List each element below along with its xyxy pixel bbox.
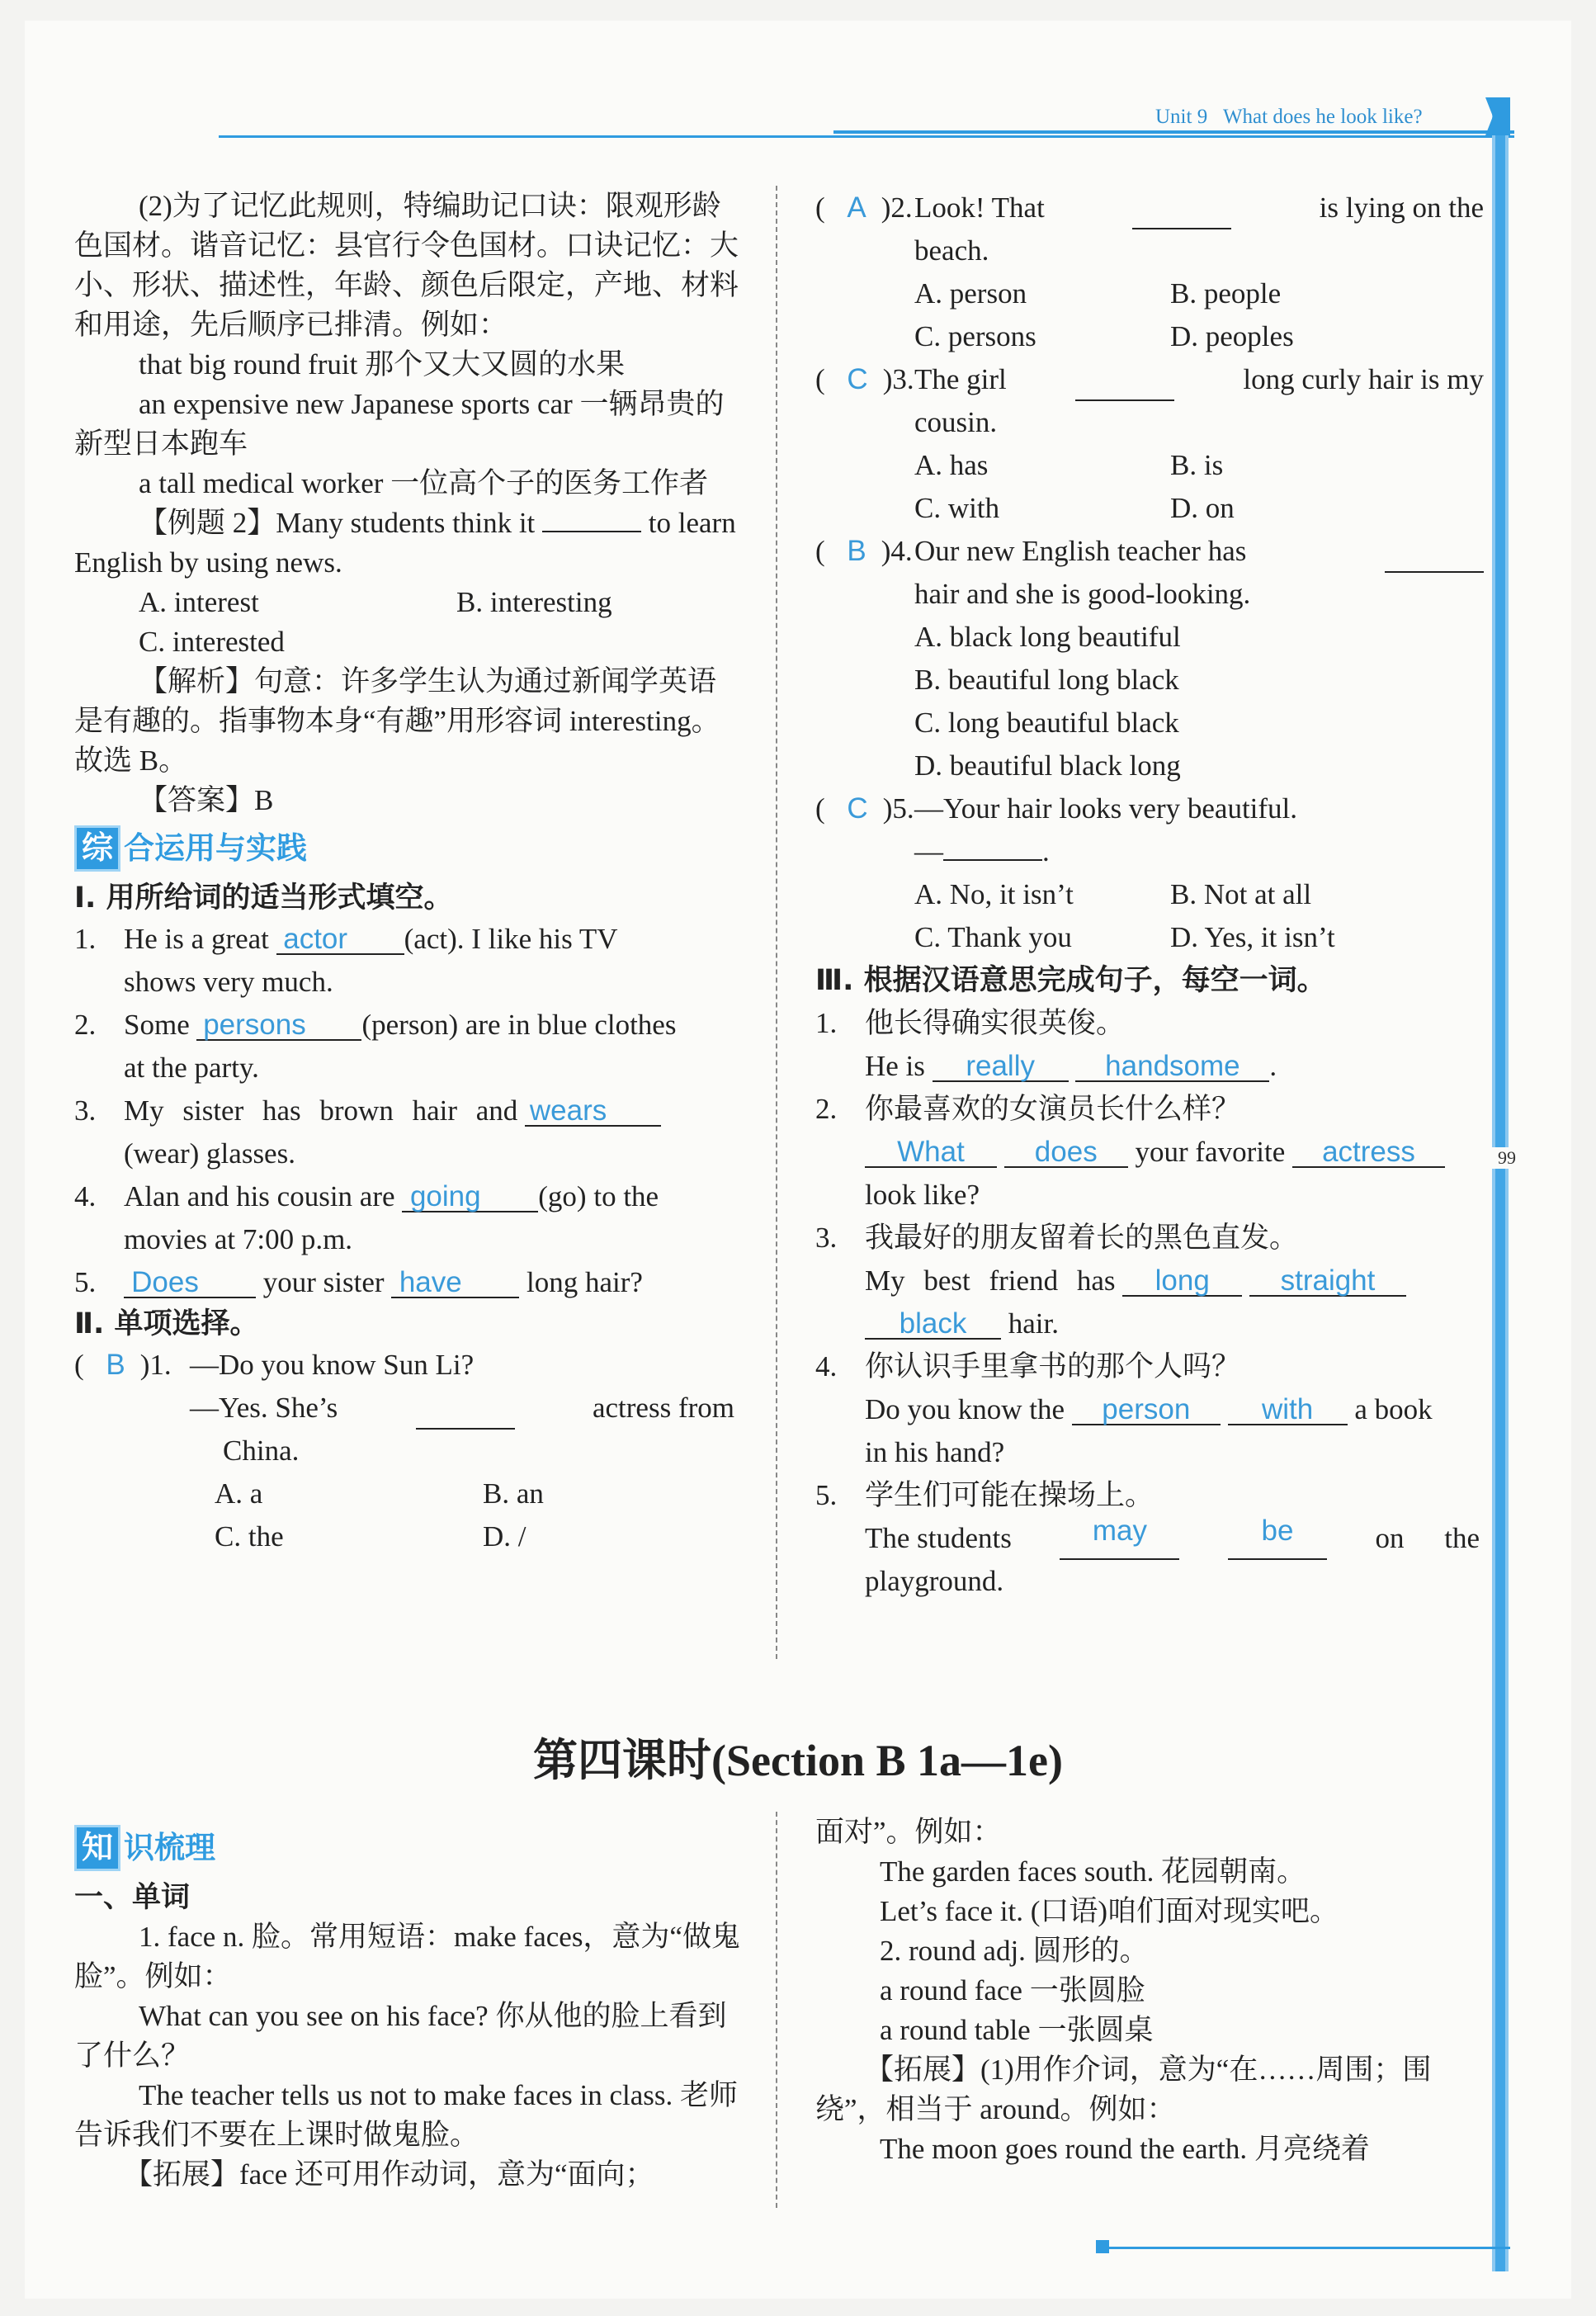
part1-q2: 2. Some persons (person) are in blue clothes [74, 1009, 677, 1041]
example-3: a tall medical worker 一位高个子的医务工作者 [139, 467, 709, 499]
column-divider-top [776, 186, 777, 1659]
part3-q3-en: My best friend has long straight [865, 1260, 1406, 1302]
lower-right-column [815, 1813, 1484, 2169]
part2-q4-line2: hair and she is good-looking. [914, 578, 1251, 610]
round-example2: a round table 一张圆桌 [880, 2014, 1154, 2046]
part2-q1: ( B )1. —Do you know Sun Li? —Yes. She’s actress from China. [74, 1344, 743, 1472]
part2-q3-opts1: A. has B. is [914, 449, 1224, 481]
face-verb-example1: The garden faces south. 花园朝南。 [880, 1855, 1306, 1888]
part2-q1-line3: China. [223, 1435, 300, 1467]
page-number: 99 [1490, 1147, 1524, 1169]
part1-q3-cont: (wear) glasses. [124, 1137, 295, 1170]
example-1: that big round fruit 那个又大又圆的水果 [139, 348, 626, 380]
answer: 【答案】B [139, 784, 274, 816]
vocab-face-example2: The teacher tells us not to make faces in class. 老师告诉我们不要在上课时做鬼脸。 [74, 2079, 739, 2151]
part3-q5: 5. 学生们可能在操场上。 The students may be on the playground. [815, 1474, 1484, 1603]
vocab-face: 1. face n. 脸。常用短语：make faces，意为“做鬼脸”。例如： [74, 1921, 740, 1992]
example-options-row1: A. interest B. interesting [139, 586, 612, 618]
part3-q3-cn: 我最好的朋友留着长的黑色直发。 [865, 1222, 1299, 1254]
header-rule [219, 135, 1514, 138]
part2-q5-line2: — . [914, 835, 1050, 867]
column-divider-bottom [776, 1812, 777, 2208]
part2-title: Ⅱ. 单项选择。 [74, 1307, 259, 1340]
section-knowledge-heading [74, 1823, 743, 1873]
part2-q4-opt-d: D. beautiful black long [914, 749, 1181, 782]
vocab-heading: 一、单词 [74, 1881, 191, 1914]
part3-q3: 3. 我最好的朋友留着长的黑色直发。 My best friend has long straight black hair. [815, 1217, 1484, 1345]
part2-q1-line1: —Do you know Sun Li? [190, 1349, 475, 1381]
example-2: an expensive new Japanese sports car 一辆昂贵的新型日本跑车 [74, 388, 725, 460]
part2-q1-line2: —Yes. She’s actress from [190, 1387, 734, 1430]
part3-q1-en: He is really handsome . [865, 1050, 1277, 1082]
part1-q5: 5. Does your sister have long hair? [74, 1266, 643, 1298]
part3-q5-cont: playground. [865, 1565, 1004, 1597]
part2-q2-opts2: C. persons D. peoples [914, 320, 1294, 352]
lower-left-column [74, 1820, 743, 2195]
round-prep-example: The moon goes round the earth. 月亮绕着 [880, 2133, 1370, 2165]
part3-q4: 4. 你认识手里拿书的那个人吗？ Do you know the person with a book in his hand? [815, 1345, 1484, 1474]
part3-q2-cn: 你最喜欢的女演员长什么样？ [865, 1093, 1241, 1125]
footer-rule [1106, 2247, 1510, 2249]
part2-q5-opts1: A. No, it isn’t B. Not at all [914, 878, 1312, 910]
analysis: 【解析】句意：许多学生认为通过新闻学英语是有趣的。指事物本身“有趣”用形容词 interesting。故选 B。 [74, 665, 720, 777]
part2-q4-opt-b: B. beautiful long black [914, 664, 1179, 696]
right-column-top [815, 187, 1484, 1603]
part2-q4-opt-a: A. black long beautiful [914, 621, 1181, 653]
part2-q3-opts2: C. with D. on [914, 492, 1235, 524]
part2-q2-opts1: A. person B. people [914, 277, 1282, 310]
lesson-title: 第四课时(Section B 1a—1e) [533, 1736, 1063, 1785]
section-practice-heading [74, 824, 743, 873]
rule-intro: (2)为了记忆此规则，特编助记口诀：限观形龄色国材。谐音记忆：县官行令色国材。口诀记忆：大小、形状、描述性，年龄、颜色后限定，产地、材料和用途，先后顺序已排清。例如： [74, 190, 739, 341]
part1-q1-cont: shows very much. [124, 966, 333, 998]
part3-q1: 1. 他长得确实很英俊。 He is really handsome . [815, 1002, 1484, 1088]
practice-badge: 综 [74, 825, 120, 872]
vocab-face-extension: 【拓展】face 还可用作动词，意为“面向； [124, 2158, 654, 2191]
part2-q3-line1: The girl long curly hair is my [914, 358, 1484, 401]
running-header: Unit 9 What does he look like? [1155, 106, 1423, 128]
example-question: 【例题 2】Many students think it to learn English by using news. [74, 507, 736, 579]
vocab-face-example1: What can you see on his face? 你从他的脸上看到了什么？ [74, 2000, 727, 2072]
vocab-round: 2. round adj. 圆形的。 [880, 1935, 1149, 1967]
part1-q4: 4. Alan and his cousin are going (go) to the [74, 1180, 659, 1212]
part2-q4-line1: Our new English teacher has [914, 530, 1484, 573]
knowledge-badge: 知 [74, 1825, 120, 1871]
part3-q4-en: Do you know the person with a book [865, 1393, 1433, 1425]
part2-q5: ( C )5. —Your hair looks very beautiful. — . A. No, it isn’t B. Not at all C. Thank you D. Yes, it isn’t [815, 787, 1484, 959]
part2-q5-line1: —Your hair looks very beautiful. [914, 792, 1298, 825]
part1-q4-cont: movies at 7:00 p.m. [124, 1223, 353, 1255]
part2-q2: ( A )2. Look! That is lying on the beach. A. person B. people C. persons D. peoples [815, 187, 1484, 358]
footer-square [1096, 2240, 1109, 2253]
right-margin-bar-inner [1495, 101, 1505, 2271]
part3-q3-cont: black hair. [865, 1302, 1406, 1345]
knowledge-title: 识梳理 [124, 1830, 215, 1865]
part3-q1-cn: 他长得确实很英俊。 [865, 1007, 1126, 1039]
part2-q2-line1: Look! That is lying on the [914, 187, 1484, 229]
part2-q4: ( B )4. Our new English teacher has hair and she is good-looking. A. black long beautiful B. beautiful long black C. long beautiful black D. beautiful black long [815, 530, 1484, 787]
part2-q3: ( C )3. The girl long curly hair is my cousin. A. has B. is C. with D. on [815, 358, 1484, 530]
part3-title: Ⅲ. 根据汉语意思完成句子，每空一词。 [815, 964, 1326, 997]
practice-title: 合运用与实践 [124, 830, 307, 866]
part2-q1-opts1: A. a B. an [215, 1477, 544, 1510]
face-verb-example2: Let’s face it. (口语)咱们面对现实吧。 [880, 1895, 1339, 1927]
part1-q2-cont: at the party. [124, 1052, 259, 1084]
part3-q5-cn: 学生们可能在操场上。 [865, 1479, 1155, 1511]
part3-q2: 2. 你最喜欢的女演员长什么样？ What does your favorite actress look like? [815, 1088, 1484, 1217]
part3-q5-en: The students may be on the [865, 1517, 1480, 1560]
part2-q3-line2: cousin. [914, 406, 998, 438]
part3-q4-cn: 你认识手里拿书的那个人吗？ [865, 1350, 1241, 1383]
part3-q4-cont: in his hand? [865, 1436, 1005, 1468]
face-verb-cont: 面对”。例如： [815, 1816, 1002, 1848]
part3-q2-en: What does your favorite actress [865, 1131, 1445, 1174]
part2-q5-opts2: C. Thank you D. Yes, it isn’t [914, 921, 1335, 953]
part1-q3: 3. My sister has brown hair and wears [74, 1089, 743, 1132]
part3-q2-cont: look like? [865, 1179, 980, 1211]
round-extension: 【拓展】(1)用作介词，意为“在……周围；围绕”，相当于 around。例如： [815, 2054, 1432, 2125]
part2-q2-line2: beach. [914, 234, 989, 267]
part1-title: Ⅰ. 用所给词的适当形式填空。 [74, 881, 453, 915]
left-column-top [74, 187, 743, 1558]
example-options-row2: C. interested [139, 626, 285, 658]
part1-q1: 1. He is a great actor (act). I like his TV [74, 923, 618, 955]
round-example1: a round face 一张圆脸 [880, 1974, 1145, 2006]
header-rule-thick [833, 130, 1514, 134]
part2-q1-opts2: C. the D. / [215, 1520, 526, 1553]
part2-q4-opt-c: C. long beautiful black [914, 707, 1179, 739]
